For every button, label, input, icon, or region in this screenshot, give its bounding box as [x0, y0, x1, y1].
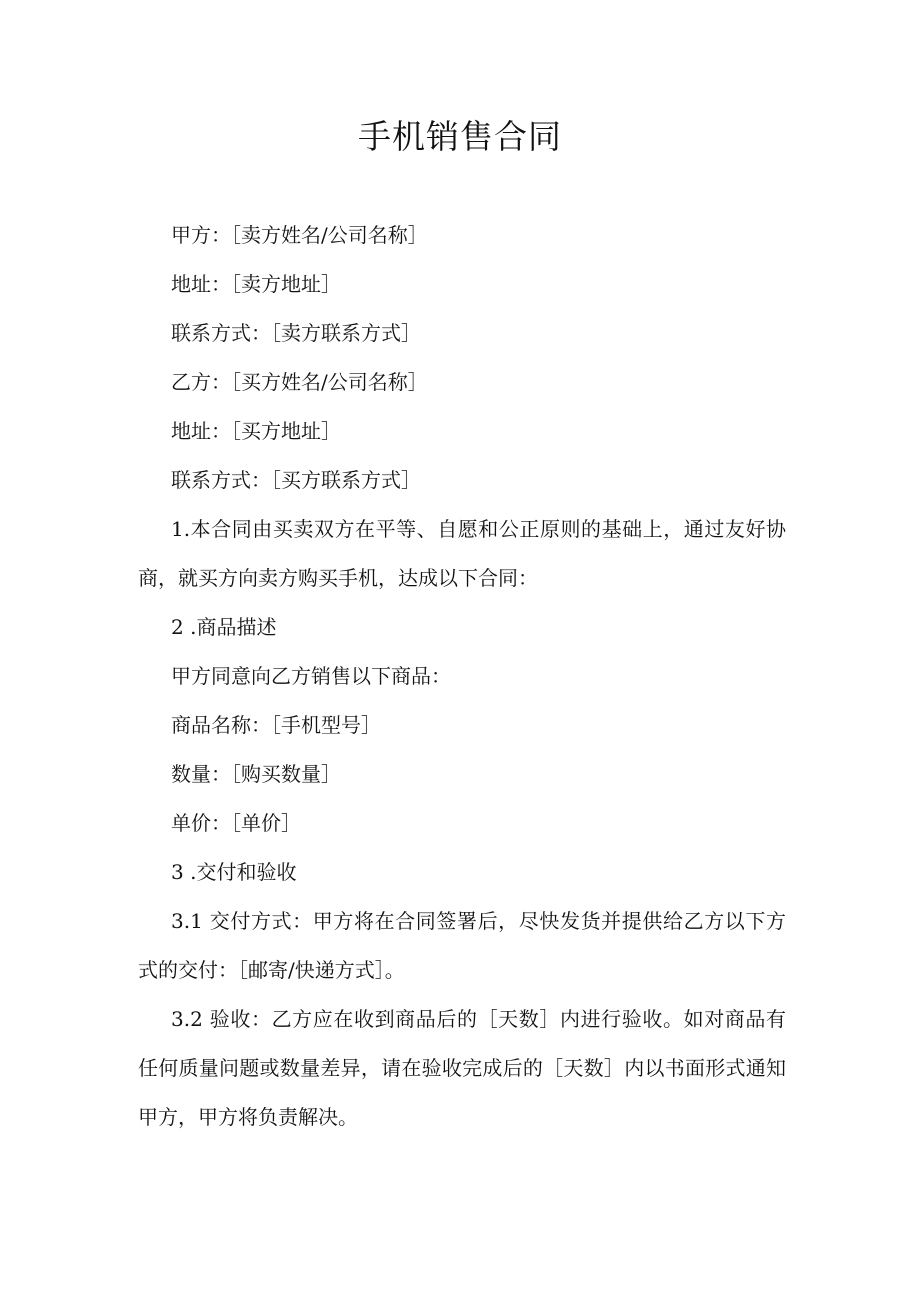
party-b-name: 乙方：［买方姓名/公司名称］	[171, 370, 428, 394]
document-title: 手机销售合同	[358, 117, 562, 156]
section-3-heading: 3 .交付和验收	[171, 860, 297, 884]
section-2-heading: 2 .商品描述	[171, 615, 277, 639]
document-body	[138, 211, 786, 1142]
party-a-contact: 联系方式：［卖方联系方式］	[171, 321, 421, 345]
party-b-contact: 联系方式：［买方联系方式］	[171, 468, 421, 492]
party-b-address: 地址：［买方地址］	[171, 419, 341, 443]
party-a-name: 甲方：［卖方姓名/公司名称］	[171, 223, 428, 247]
product-quantity: 数量：［购买数量］	[171, 762, 341, 786]
product-name: 商品名称：［手机型号］	[171, 713, 381, 737]
clause-1: 1.本合同由买卖双方在平等、自愿和公正原则的基础上，通过友好协商，就买方向卖方购买手机，达成以下合同：	[138, 517, 786, 590]
clause-3-2: 3.2 验收：乙方应在收到商品后的［天数］内进行验收。如对商品有任何质量问题或数量差异，请在验收完成后的［天数］内以书面形式通知甲方，甲方将负责解决。	[138, 1007, 786, 1129]
product-unit-price: 单价：［单价］	[171, 811, 301, 835]
clause-3-1: 3.1 交付方式：甲方将在合同签署后，尽快发货并提供给乙方以下方式的交付：［邮寄/快递方式］。	[138, 909, 786, 982]
party-a-address: 地址：［卖方地址］	[171, 272, 341, 296]
section-2-intro: 甲方同意向乙方销售以下商品：	[171, 664, 451, 688]
